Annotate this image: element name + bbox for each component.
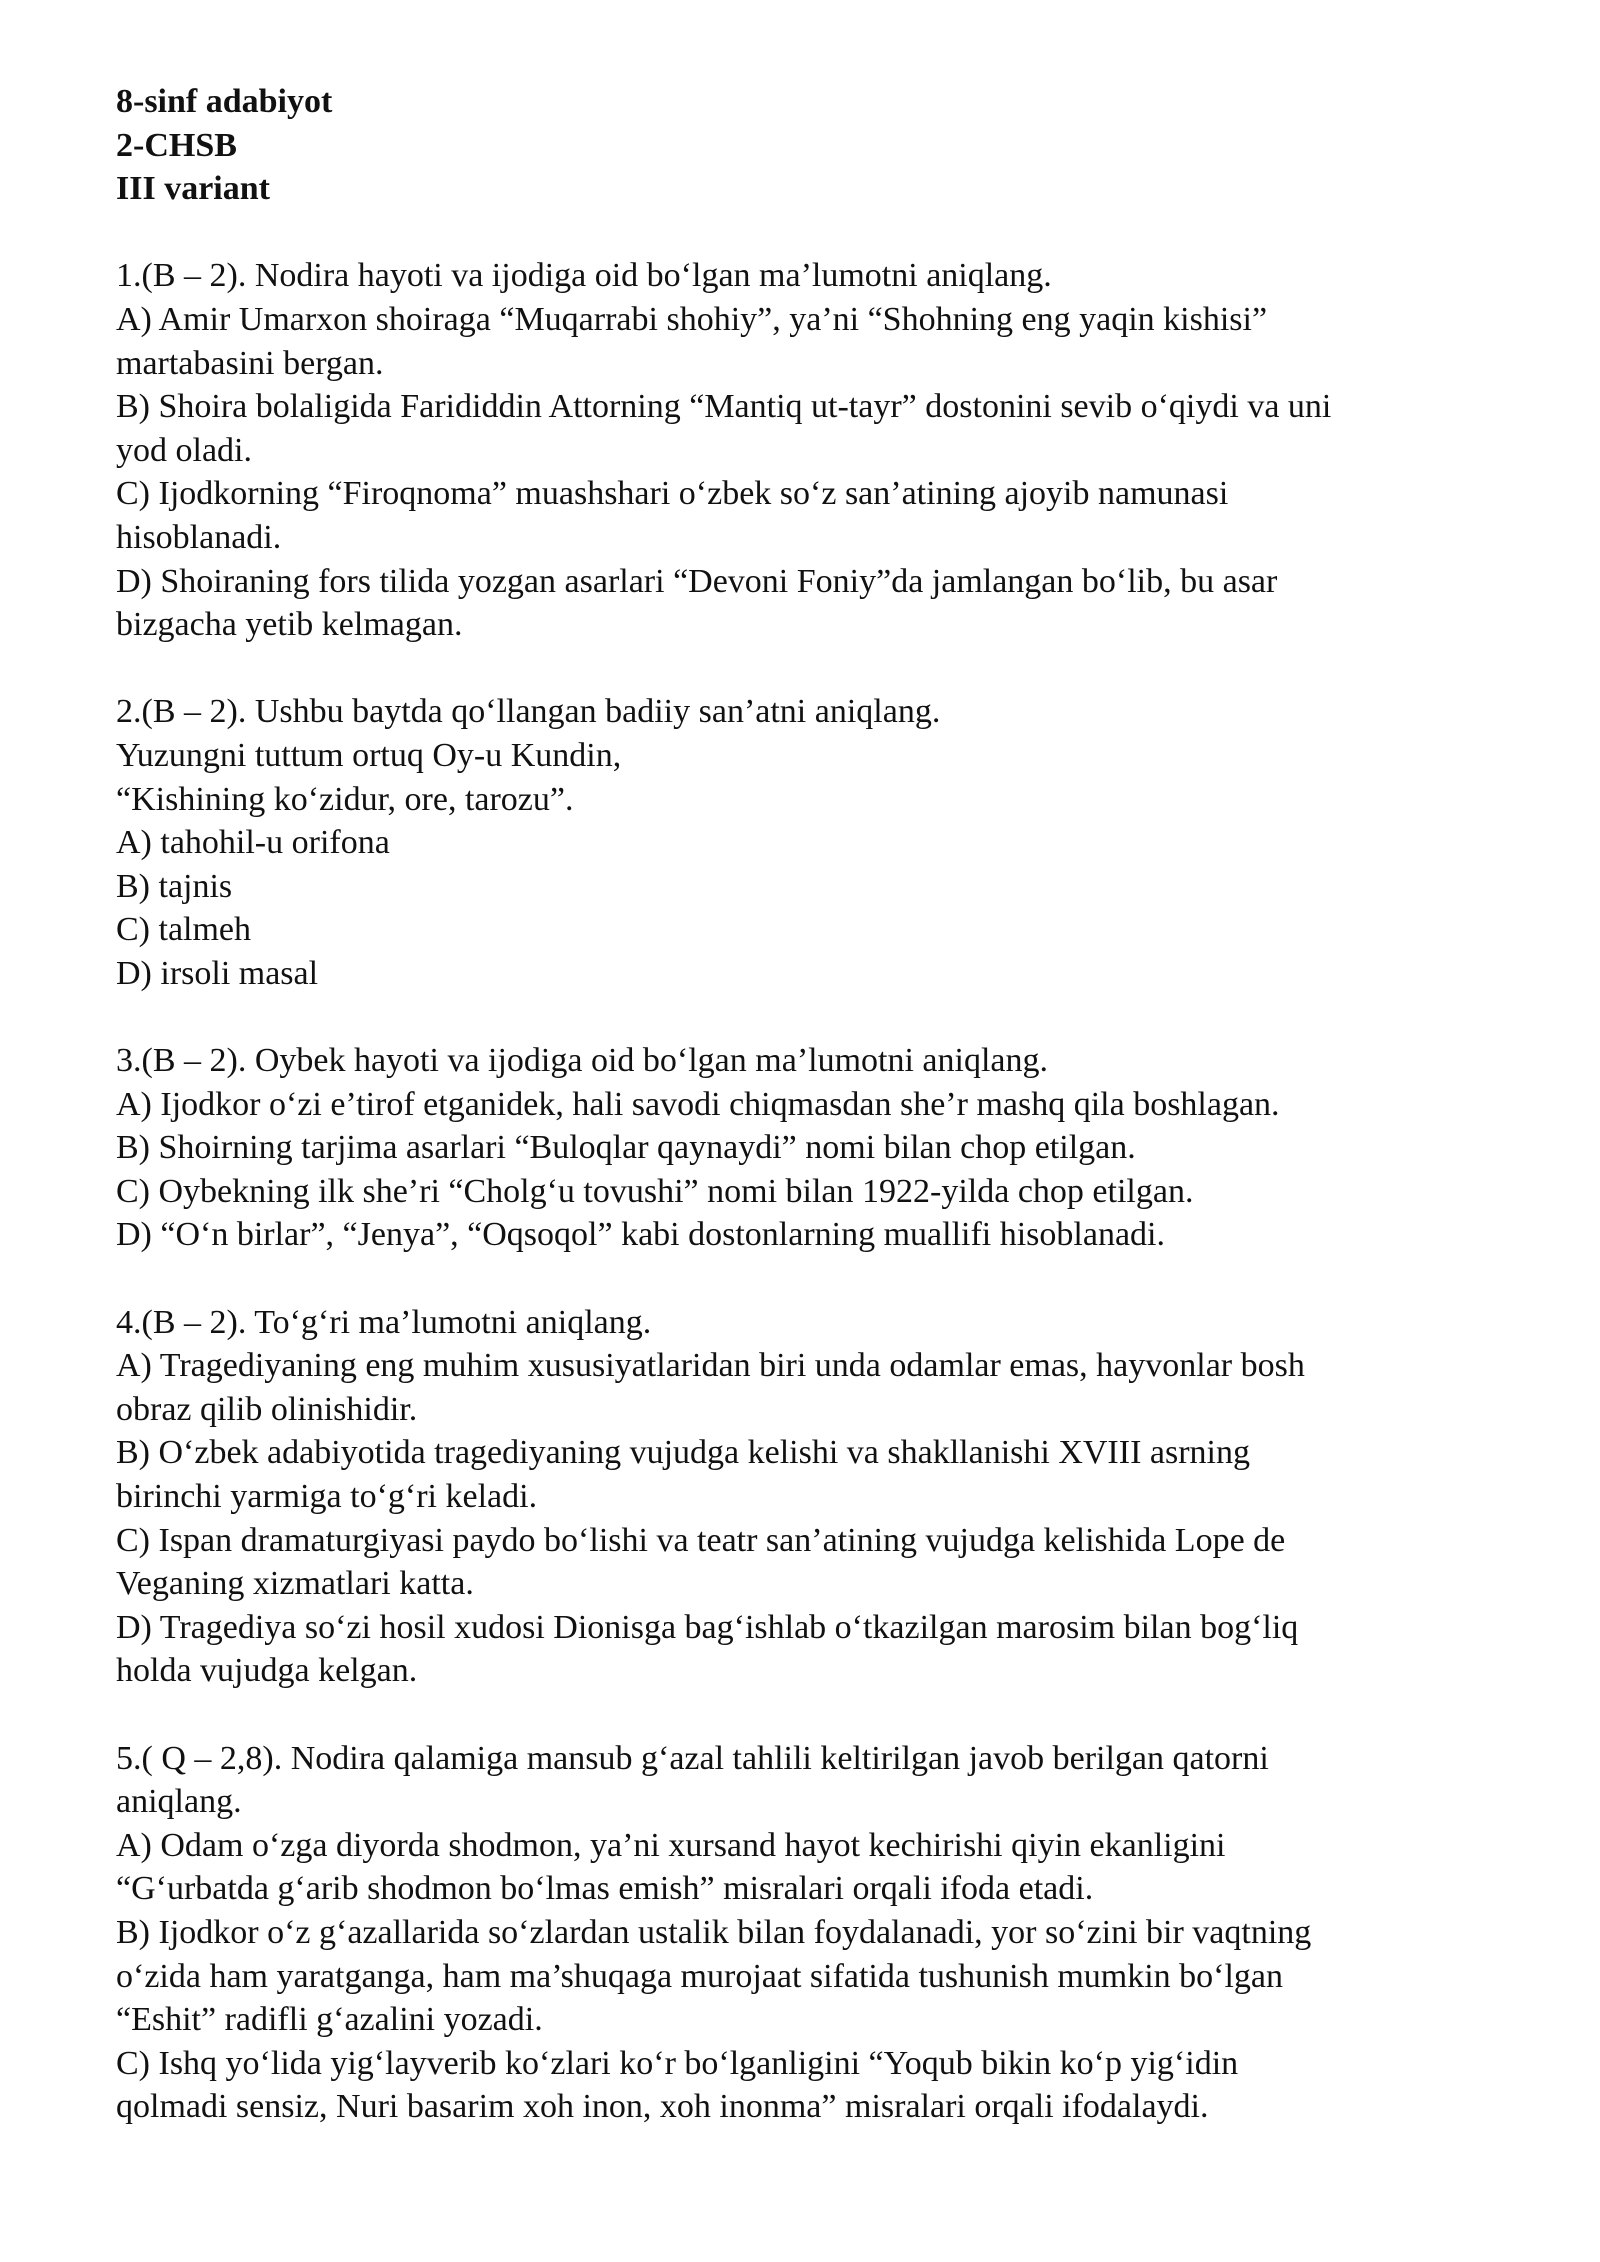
question-line: A) Amir Umarxon shoiraga “Muqarrabi shohiy”, ya’ni “Shohning eng yaqin kishisi” bbox=[116, 300, 1268, 338]
question-line: Yuzungni tuttum ortuq Oy-u Kundin, bbox=[116, 736, 622, 774]
question-line: holda vujudga kelgan. bbox=[116, 1652, 418, 1690]
question-line: D) “O‘n birlar”, “Jenya”, “Oqsoqol” kabi dostonlarning muallifi hisoblanadi. bbox=[116, 1216, 1165, 1254]
question-line: B) tajnis bbox=[116, 867, 233, 905]
assessment-title: 2-CHSB bbox=[116, 126, 237, 164]
question-line: obraz qilib olinishidir. bbox=[116, 1390, 418, 1428]
question-line: aniqlang. bbox=[116, 1783, 242, 1821]
question-line: B) Ijodkor o‘z g‘azallarida so‘zlardan ustalik bilan foydalanadi, yor so‘zini bir vaqtning bbox=[116, 1913, 1312, 1951]
question-line: o‘zida ham yaratganga, ham ma’shuqaga murojaat sifatida tushunish mumkin bo‘lgan bbox=[116, 1957, 1284, 1995]
question-line: A) Odam o‘zga diyorda shodmon, ya’ni xursand hayot kechirishi qiyin ekanligini bbox=[116, 1826, 1226, 1864]
question-text: 3.(B – 2). Oybek hayoti va ijodiga oid bo‘lgan ma’lumotni aniqlang. bbox=[116, 1042, 1048, 1080]
question-line: B) Shoirning tarjima asarlari “Buloqlar qaynaydi” nomi bilan chop etilgan. bbox=[116, 1129, 1136, 1167]
question-line: C) talmeh bbox=[116, 911, 252, 949]
document-page bbox=[116, 80, 1536, 2129]
question-line: D) Shoiraning fors tilida yozgan asarlari “Devoni Foniy”da jamlangan bo‘lib, bu asar bbox=[116, 562, 1278, 600]
variant-title: III variant bbox=[116, 170, 270, 208]
question-5 bbox=[116, 1737, 1536, 2129]
subject-title: 8-sinf adabiyot bbox=[116, 83, 333, 120]
question-line: A) Tragediyaning eng muhim xususiyatlaridan biri unda odamlar emas, hayvonlar bosh bbox=[116, 1347, 1305, 1385]
question-text: 1.(B – 2). Nodira hayoti va ijodiga oid bo‘lgan ma’lumotni aniqlang. bbox=[116, 257, 1052, 295]
question-line: qolmadi sensiz, Nuri basarim xoh inon, xoh inonma” misralari orqali ifodalaydi. bbox=[116, 2088, 1209, 2126]
question-line: birinchi yarmiga to‘g‘ri keladi. bbox=[116, 1478, 538, 1515]
question-line: bizgacha yetib kelmagan. bbox=[116, 606, 463, 644]
question-4 bbox=[116, 1301, 1536, 1693]
questions-list bbox=[116, 254, 1536, 2129]
question-2 bbox=[116, 690, 1536, 995]
question-text: 2.(B – 2). Ushbu baytda qo‘llangan badiiy san’atni aniqlang. bbox=[116, 693, 941, 731]
question-line: hisoblanadi. bbox=[116, 518, 282, 556]
question-line: D) irsoli masal bbox=[116, 954, 319, 992]
question-text: 5.( Q – 2,8). Nodira qalamiga mansub g‘azal tahlili keltirilgan javob berilgan qatorni bbox=[116, 1739, 1269, 1777]
question-line: B) O‘zbek adabiyotida tragediyaning vujudga kelishi va shakllanishi XVIII asrning bbox=[116, 1434, 1250, 1472]
question-line: martabasini bergan. bbox=[116, 344, 384, 382]
question-line: A) Ijodkor o‘zi e’tirof etganidek, hali savodi chiqmasdan she’r mashq qila boshlagan. bbox=[116, 1085, 1280, 1123]
question-line: C) Ishq yo‘lida yig‘layverib ko‘zlari ko‘r bo‘lganligini “Yoqub bikin ko‘p yig‘idin bbox=[116, 2044, 1239, 2082]
question-3 bbox=[116, 1039, 1536, 1257]
question-line: C) Ijodkorning “Firoqnoma” muashshari o‘zbek so‘z san’atining ajoyib namunasi bbox=[116, 475, 1229, 513]
question-text: 4.(B – 2). To‘g‘ri ma’lumotni aniqlang. bbox=[116, 1303, 652, 1341]
question-line: Veganing xizmatlari katta. bbox=[116, 1565, 474, 1603]
question-1 bbox=[116, 254, 1536, 646]
question-line: “G‘urbatda g‘arib shodmon bo‘lmas emish” misralari orqali ifoda etadi. bbox=[116, 1870, 1094, 1908]
question-line: D) Tragediya so‘zi hosil xudosi Dionisga bag‘ishlab o‘tkazilgan marosim bilan bog‘liq bbox=[116, 1608, 1299, 1646]
question-line: B) Shoira bolaligida Farididdin Attorning “Mantiq ut-tayr” dostonini sevib o‘qiydi va uni bbox=[116, 388, 1332, 426]
question-line: “Kishining ko‘zidur, ore, tarozu”. bbox=[116, 780, 574, 818]
document-header bbox=[116, 80, 1536, 211]
question-line: C) Ispan dramaturgiyasi paydo bo‘lishi va teatr san’atining vujudga kelishida Lope de bbox=[116, 1521, 1286, 1559]
question-line: “Eshit” radifli g‘azalini yozadi. bbox=[116, 2001, 543, 2039]
question-line: yod oladi. bbox=[116, 431, 252, 469]
question-line: A) tahohil-u orifona bbox=[116, 824, 390, 862]
question-line: C) Oybekning ilk she’ri “Cholg‘u tovushi” nomi bilan 1922-yilda chop etilgan. bbox=[116, 1172, 1194, 1210]
